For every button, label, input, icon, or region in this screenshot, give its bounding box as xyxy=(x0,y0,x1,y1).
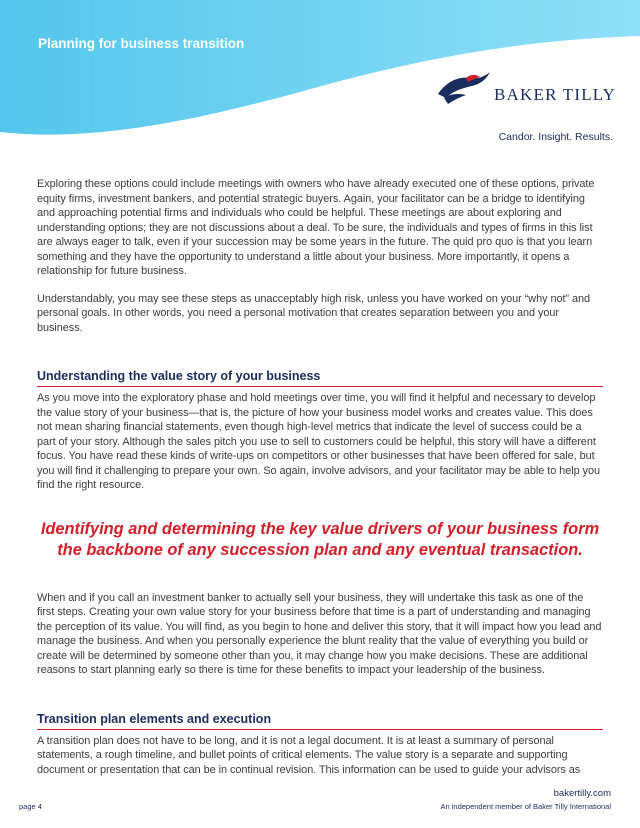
intro-paragraph-1: Exploring these options could include meetings with owners who have already executed one of these options, private equity firms, investment bankers, and potential strategic buyers. Again, your facilitator can be a bridge to identifying and approaching potential firms and individuals who could be helpful. These meetings are about exploring and understanding options; they are not discussions about a deal. To be sure, the individuals and types of firms in this list are always eager to talk, even if your succession may be some years in the future. The quid pro quo is that you learn something and they have the opportunity to understand a little about your business. More importantly, it opens a relationship for future business. xyxy=(37,178,595,277)
intro-paragraph-2: Understandably, you may see these steps as unacceptably high risk, unless you have worked on your “why not” and personal goals. In other words, you need a personal motivation that creates separation between you and your business. xyxy=(37,292,591,334)
value-story-paragraph: As you move into the exploratory phase and hold meetings over time, you will find it helpful and necessary to develop the value story of your business—that is, the picture of how your business model works and creates value. This does not mean sharing financial statements, even though high-level metrics that indicate the level of success could be a part of your story. Although the sales pitch you use to sell to customers could be helpful, this story will have a different focus. You have read these kinds of write-ups on competitors or other businesses that have been offered for sale, but you will find it challenging to prepare your own. So again, involve advisors, and your facilitator may be able to help you find the right resource. xyxy=(37,392,600,491)
footer-website-link[interactable]: bakertilly.com xyxy=(553,788,611,799)
tagline: Candor. Insight. Results. xyxy=(498,131,613,143)
page-number: page 4 xyxy=(19,802,42,811)
baker-tilly-logo xyxy=(436,68,616,112)
transition-plan-paragraph: A transition plan does not have to be long, and it is not a legal document. It is at least a summary of personal statements, a rough timeline, and bullet points of critical elements. The value story is a separate and supporting document or presentation that can be in continual revision. This information can be used to guide your advisors as xyxy=(37,734,581,776)
value-story-paragraph-2: When and if you call an investment banker to actually sell your business, they will undertake this task as one of the first steps. Creating your own value story for your business before that time is a part of understanding and managing the perception of its value. You will find, as you begin to hone and deliver this story, that it will impact how you lead and manage the business. And when you personally experience the blunt reality that the value of everything you build or create will be determined by someone other than you, it may change how you make decisions. These are additional reasons to start planning early so there is time for these benefits to impact your leadership of the business. xyxy=(37,591,602,676)
main-content xyxy=(37,177,603,777)
pull-quote: Identifying and determining the key value drivers of your business form the backbone of any succession plan and any eventual transaction. xyxy=(40,519,600,559)
section-heading-transition-plan: Transition plan elements and execution xyxy=(37,712,603,730)
eagle-logo-icon xyxy=(436,68,492,108)
header-title: Planning for business transition xyxy=(38,36,245,51)
section-heading-value-story: Understanding the value story of your business xyxy=(37,369,603,387)
footer-member-note: An independent member of Baker Tilly International xyxy=(440,802,611,811)
logo-wordmark: BAKER TILLY xyxy=(494,85,617,104)
